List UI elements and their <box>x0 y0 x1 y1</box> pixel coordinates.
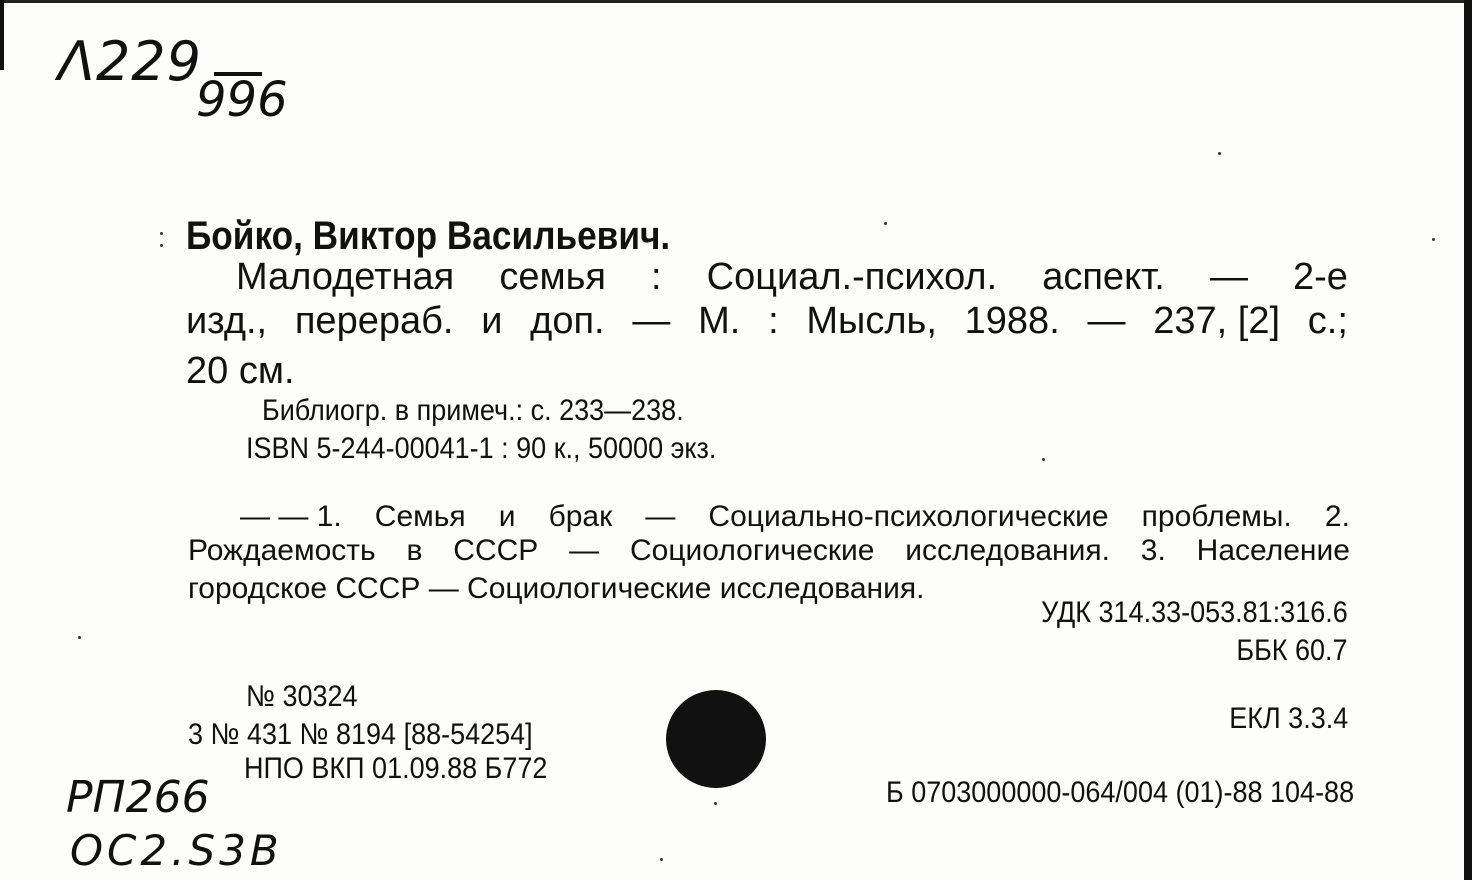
bbk-code: ББК 60.7 <box>1236 634 1348 667</box>
word: — <box>1209 256 1248 298</box>
subjects-line-1 <box>240 500 1350 534</box>
card-right-edge <box>1464 0 1472 880</box>
word: СССР <box>453 534 539 567</box>
word: аспект. <box>1042 256 1165 298</box>
word: — <box>645 500 676 533</box>
word: 3. <box>1140 534 1166 567</box>
word: Мысль, <box>806 300 937 342</box>
subjects-line-2 <box>188 534 1350 568</box>
author-heading: Бойко, Виктор Васильевич. <box>186 214 671 258</box>
word: перераб. <box>294 300 454 342</box>
word: Население <box>1196 534 1350 567</box>
subjects-line-3: городское СССР — Социологические исследования. <box>188 572 925 605</box>
speck <box>884 222 887 225</box>
speck <box>160 244 163 247</box>
speck <box>1218 152 1221 155</box>
handwritten-note-1: РП266 <box>66 772 210 823</box>
title-line-2 <box>186 300 1348 343</box>
punch-hole <box>666 690 766 788</box>
udk-code: УДК 314.33-053.81:316.6 <box>1041 596 1348 629</box>
shelfmark-handwritten: Λ229 <box>58 30 203 93</box>
word: 2-е <box>1293 256 1348 298</box>
card-number: № 30324 <box>246 680 358 713</box>
word: Семья <box>374 500 466 533</box>
isbn-line: ISBN 5-244-00041-1 : 90 к., 50000 экз. <box>246 432 717 465</box>
title-line-3: 20 см. <box>186 350 295 392</box>
bibliography-note: Библиогр. в примеч.: с. 233—238. <box>262 394 684 427</box>
word: семья <box>499 256 606 298</box>
word: Социально-психологические <box>708 500 1109 533</box>
word: — <box>1087 300 1126 342</box>
word: 1988. <box>964 300 1060 342</box>
card-left-edge <box>0 0 4 70</box>
word: исследования. <box>905 534 1110 567</box>
speck <box>714 802 717 805</box>
speck <box>1432 238 1435 241</box>
title-line-1 <box>236 256 1348 299</box>
order-line: 3 № 431 № 8194 [88-54254] <box>188 718 533 751</box>
word: : <box>651 256 662 298</box>
speck <box>660 858 663 861</box>
word: — <box>632 300 671 342</box>
printer-line: НПО ВКП 01.09.88 Б772 <box>244 752 548 785</box>
card-top-edge <box>0 0 1472 3</box>
word: 2. <box>1324 500 1350 533</box>
word: проблемы. <box>1141 500 1292 533</box>
word: 237, [2] <box>1153 300 1281 342</box>
word: Малодетная <box>236 256 455 298</box>
word: с.; <box>1307 300 1348 342</box>
word: изд., <box>186 300 268 342</box>
ekl-code: ЕКЛ 3.3.4 <box>1228 702 1348 735</box>
speck <box>78 636 81 639</box>
word: Социал.-психол. <box>706 256 998 298</box>
shelfmark-subscript: 996 <box>196 72 288 128</box>
word: брак <box>548 500 613 533</box>
word: Рождаемость <box>188 534 376 567</box>
speck <box>1042 458 1045 461</box>
publisher-codes: Б 0703000000-064/004 (01)-88 104-88 <box>885 776 1354 809</box>
word: в <box>406 534 423 567</box>
word: — — 1. <box>240 500 342 533</box>
word: : <box>768 300 779 342</box>
speck <box>160 232 163 235</box>
word: и <box>498 500 516 533</box>
handwritten-note-2: ОС2.S3B <box>70 826 283 875</box>
word: и <box>481 300 503 342</box>
word: доп. <box>530 300 605 342</box>
word: Социологические <box>630 534 875 567</box>
word: — <box>569 534 600 567</box>
word: М. <box>698 300 741 342</box>
